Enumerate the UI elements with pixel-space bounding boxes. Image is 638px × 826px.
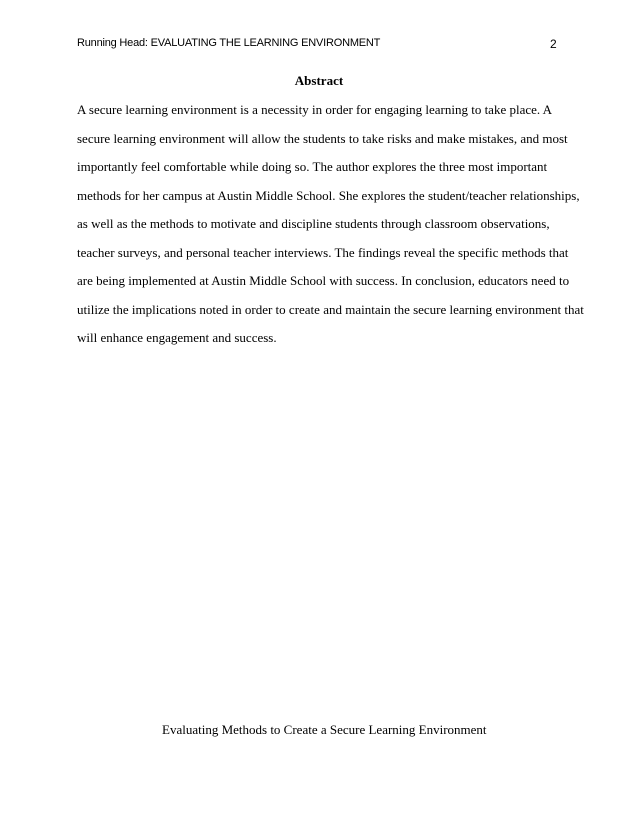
page-number: 2 [550,37,557,51]
abstract-line: will enhance engagement and success. [77,330,277,345]
abstract-line: A secure learning environment is a necessity in order for engaging learning to take place. A [77,102,553,117]
abstract-line: secure learning environment will allow the students to take risks and make mistakes, and most [77,130,568,146]
abstract-line: as well as the methods to motivate and discipline students through classroom observations, [77,216,550,231]
document-title: Evaluating Methods to Create a Secure Learning Environment [162,722,487,737]
abstract-body [77,96,584,353]
abstract-line: importantly feel comfortable while doing so. The author explores the three most important [77,159,548,174]
running-head: Running Head: EVALUATING THE LEARNING ENVIRONMENT [77,37,381,49]
abstract-line: utilize the implications noted in order to create and maintain the secure learning environment that [77,301,584,317]
abstract-line: are being implemented at Austin Middle School with success. In conclusion, educators need to [77,273,570,288]
abstract-line: teacher surveys, and personal teacher interviews. The findings reveal the specific methods that [77,244,569,260]
abstract-line: methods for her campus at Austin Middle School. She explores the student/teacher relationships, [77,187,580,203]
abstract-title: Abstract [294,73,344,88]
